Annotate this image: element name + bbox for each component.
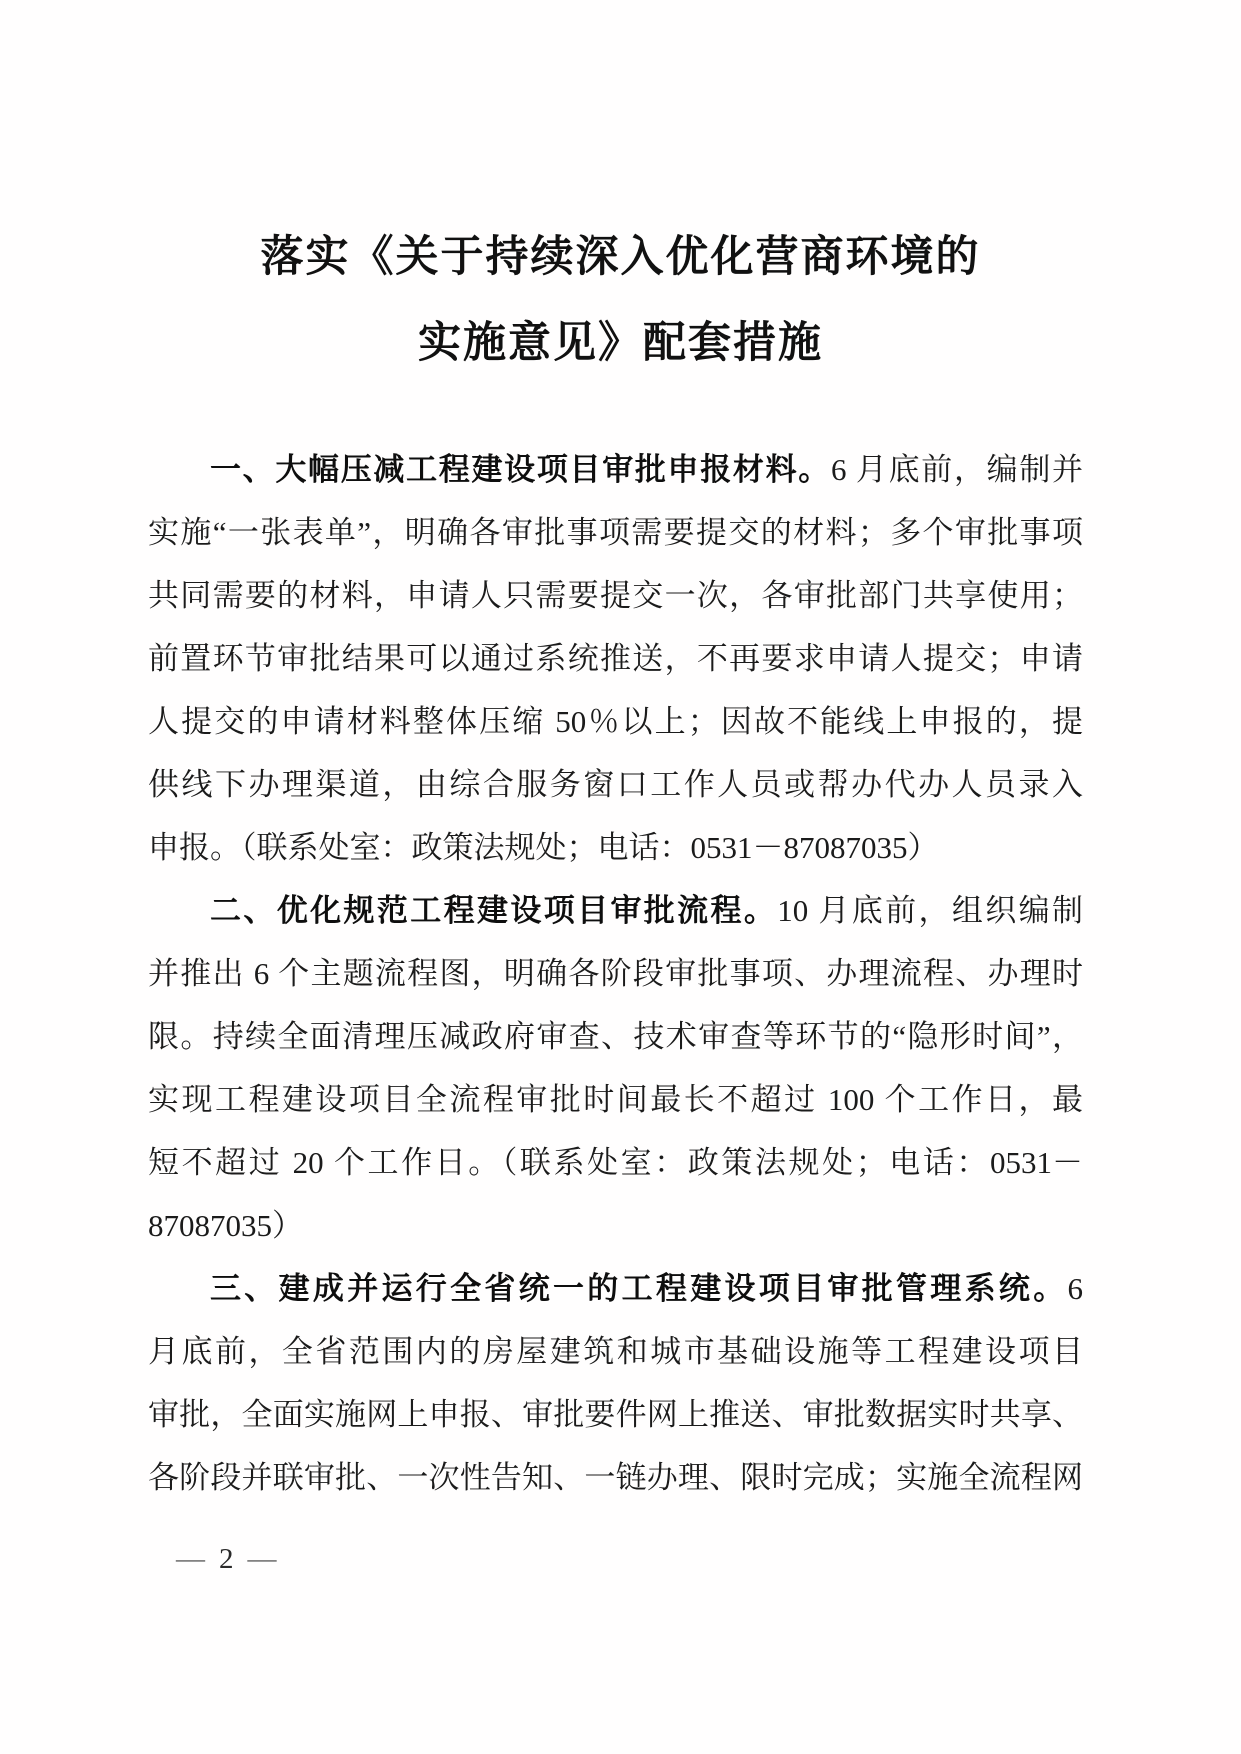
body-line — [148, 942, 1083, 1005]
body-line — [148, 753, 1083, 816]
line-text: 月底前，全省范围内的房屋建筑和城市基础设施等工程建设项目 — [148, 1334, 1083, 1369]
line-text: 人提交的申请材料整体压缩 50％以上；因故不能线上申报的，提 — [148, 704, 1083, 739]
page-number: 2 — [219, 1543, 234, 1575]
document-body — [148, 438, 1083, 1509]
line-text: 并推出 6 个主题流程图，明确各阶段审批事项、办理流程、办理时 — [148, 956, 1083, 991]
line-text: 6 月底前，编制并 — [830, 452, 1083, 487]
body-line — [148, 1131, 1083, 1194]
body-line — [148, 816, 1083, 879]
section-heading-1: 一、大幅压减工程建设项目审批申报材料。 — [210, 452, 831, 487]
page-footer — [176, 1543, 277, 1576]
line-text: 共同需要的材料，申请人只需要提交一次，各审批部门共享使用； — [148, 578, 1083, 613]
body-line — [148, 501, 1083, 564]
body-line — [148, 1446, 1083, 1509]
body-line — [148, 627, 1083, 690]
line-text: 限。持续全面清理压减政府审查、技术审查等环节的“隐形时间”， — [148, 1019, 1083, 1054]
line-text: 前置环节审批结果可以通过系统推送，不再要求申请人提交；申请 — [148, 641, 1083, 676]
body-line — [148, 690, 1083, 753]
body-line — [148, 1194, 1083, 1257]
body-line — [148, 1320, 1083, 1383]
footer-dash-left: — — [176, 1546, 205, 1572]
document-title — [0, 215, 1241, 387]
body-line — [148, 438, 1083, 501]
line-text: 87087035） — [148, 1208, 303, 1243]
body-line — [148, 1005, 1083, 1068]
body-line — [148, 564, 1083, 627]
line-text: 短不超过 20 个工作日。（联系处室：政策法规处；电话：0531－ — [148, 1145, 1083, 1180]
line-text: 各阶段并联审批、一次性告知、一链办理、限时完成；实施全流程网 — [148, 1460, 1083, 1495]
line-text: 实施“一张表单”，明确各审批事项需要提交的材料；多个审批事项 — [148, 515, 1083, 550]
line-text: 供线下办理渠道，由综合服务窗口工作人员或帮办代办人员录入 — [148, 767, 1083, 802]
line-text: 10 月底前，组织编制 — [777, 893, 1083, 928]
section-heading-3: 三、建成并运行全省统一的工程建设项目审批管理系统。 — [210, 1271, 1068, 1306]
line-text: 审批，全面实施网上申报、审批要件网上推送、审批数据实时共享、 — [148, 1397, 1083, 1432]
body-line — [148, 1383, 1083, 1446]
body-line — [148, 1068, 1083, 1131]
line-text: 申报。（联系处室：政策法规处；电话：0531－87087035） — [148, 830, 939, 865]
footer-dash-right: — — [247, 1546, 277, 1572]
line-text: 实现工程建设项目全流程审批时间最长不超过 100 个工作日，最 — [148, 1082, 1083, 1117]
line-text: 6 — [1067, 1271, 1083, 1306]
document-title-line1: 落实《关于持续深入优化营商环境的 — [260, 234, 981, 281]
document-title-line2: 实施意见》配套措施 — [418, 320, 823, 367]
section-heading-2: 二、优化规范工程建设项目审批流程。 — [210, 893, 778, 928]
body-line — [148, 1257, 1083, 1320]
body-line — [148, 879, 1083, 942]
